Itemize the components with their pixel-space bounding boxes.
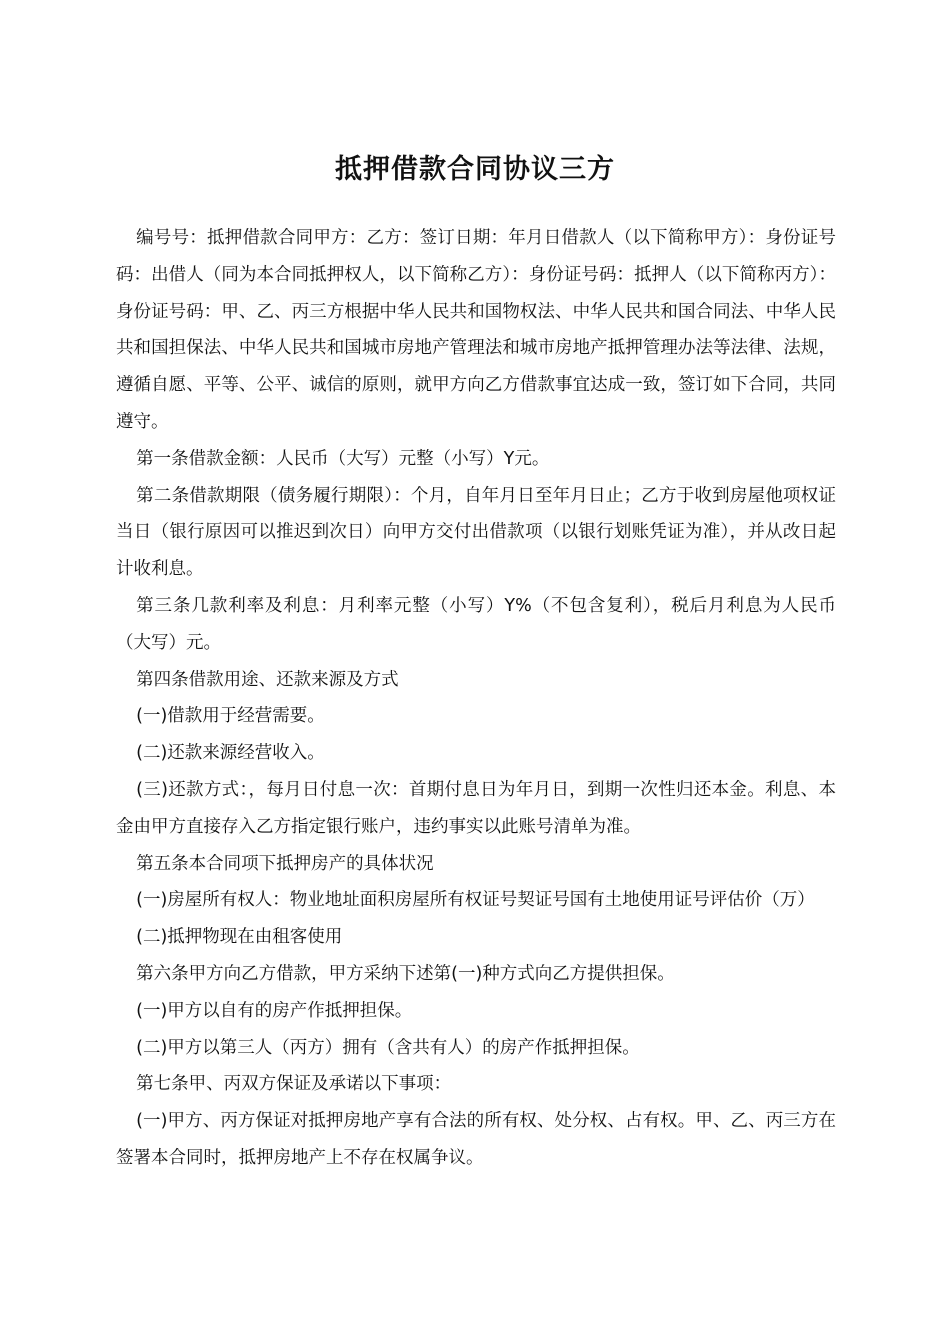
preamble-paragraph: 编号号：抵押借款合同甲方：乙方：签订日期：年月日借款人（以下简称甲方）：身份证号码：出借人（同为本合同抵押权人，以下简称乙方）：身份证号码：抵押人（以下简称丙方）：身份证号码：甲、乙、丙三方根据中华人民共和国物权法、中华人民共和国合同法、中华人民共和国担保法、中华人民共和国城市房地产管理法和城市房地产抵押管理办法等法律、法规，遵循自愿、平等、公平、诚信的原则，就甲方向乙方借款事宜达成一致，签订如下合同，共同遵守。 [116, 228, 836, 432]
article-4-heading: 第四条借款用途、还款来源及方式 [136, 669, 399, 690]
article-6-heading: 第六条甲方向乙方借款，甲方采纳下述第(一)种方式向乙方提供担保。 [136, 963, 675, 984]
article-2-loan-term: 第二条借款期限（债务履行期限）：个月，自年月日至年月日止；乙方于收到房屋他项权证当日（银行原因可以推迟到次日）向甲方交付出借款项（以银行划账凭证为准），并从改日起计收利息。 [116, 485, 836, 580]
article-4-item-3: (三)还款方式：，每月日付息一次：首期付息日为年月日，到期一次性归还本金。利息、本金由甲方直接存入乙方指定银行账户，违约事实以此账号清单为准。 [116, 779, 836, 837]
article-3-interest-rate: 第三条几款利率及利息：月利率元整（小写）Y%（不包含复利），税后月利息为人民币（大写）元。 [116, 595, 836, 653]
article-7-item-1: (一)甲方、丙方保证对抵押房地产享有合法的所有权、处分权、占有权。甲、乙、丙三方在签署本合同时，抵押房地产上不存在权属争议。 [116, 1111, 836, 1168]
article-1-loan-amount: 第一条借款金额：人民币（大写）元整（小写）Y元。 [136, 448, 550, 469]
article-7-heading: 第七条甲、丙双方保证及承诺以下事项： [136, 1074, 452, 1095]
article-5-item-1: (一)房屋所有权人：物业地址面积房屋所有权证号契证号国有土地使用证号评估价（万） [136, 890, 815, 911]
article-6-item-2: (二)甲方以第三人（丙方）拥有（含共有人）的房产作抵押担保。 [136, 1037, 640, 1058]
document-title: 抵押借款合同协议三方 [335, 154, 615, 186]
article-4-item-1: (一)借款用于经营需要。 [136, 706, 325, 727]
article-4-item-2: (二)还款来源经营收入。 [136, 743, 325, 764]
document-body [116, 220, 836, 1177]
article-6-item-1: (一)甲方以自有的房产作抵押担保。 [136, 1000, 413, 1021]
article-5-item-2: (二)抵押物现在由租客使用 [136, 927, 343, 948]
article-5-heading: 第五条本合同项下抵押房产的具体状况 [136, 853, 434, 874]
